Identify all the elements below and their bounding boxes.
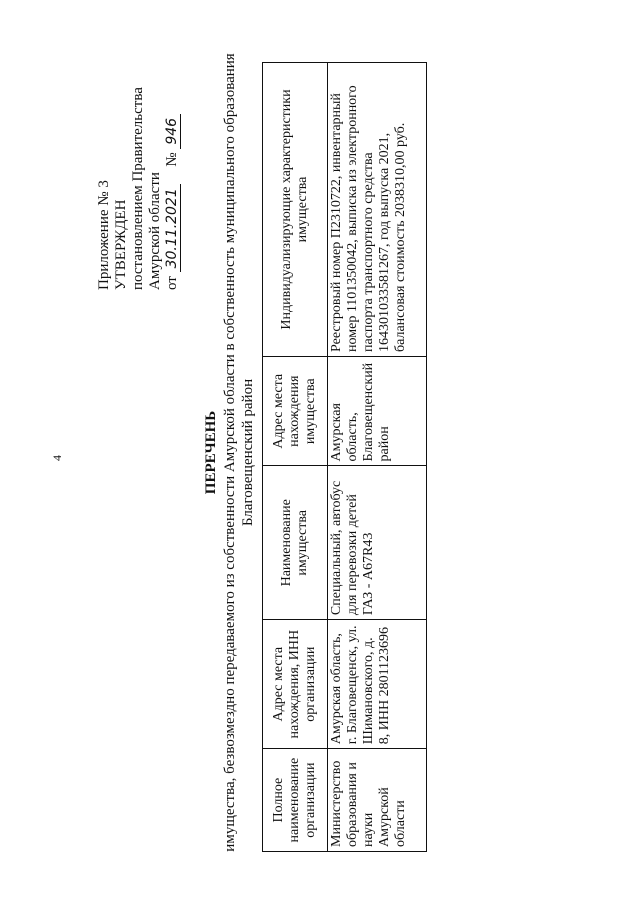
table-header-row [263, 63, 328, 852]
cell-property-name: Специальный, автобус для перевозки детей ГАЗ - А67R43 [328, 466, 427, 620]
property-table [262, 62, 427, 852]
region-label: Амурской области [147, 172, 163, 290]
number-value: 946 [164, 114, 181, 149]
number-prefix: № [164, 152, 180, 167]
resolution-label: постановлением Правительства [130, 87, 146, 290]
cell-org-name: Министерство образования и науки Амурской области [328, 749, 427, 852]
header-property-name: Наименование имущества [263, 466, 328, 620]
header-property-address: Адрес места нахождения имущества [263, 356, 328, 466]
cell-characteristics: Реестровый номер П2310722, инвентарный номер 1101350042, выписка из электронного паспорта транспортного средства 164301033581267, год выпуска 2021, балансовая стоимость 2038310,00 руб. [328, 63, 427, 357]
table-row [328, 63, 427, 852]
document-subtitle-district: Благовещенский район [240, 378, 256, 527]
cell-property-address: Амурская область, Благовещенский район [328, 356, 427, 466]
appendix-label: Приложение № 3 [96, 180, 112, 290]
document-title: ПЕРЕЧЕНЬ [203, 410, 219, 495]
header-org-name: Полное наименование организации [263, 749, 328, 852]
approved-label: УТВЕРЖДЕН [113, 199, 129, 290]
page-number: 4 [50, 455, 64, 461]
cell-org-address: Амурская область, г. Благовещенск, ул. Шимановского, д. 8, ИНН 2801123696 [328, 620, 427, 749]
date-value: 30.11.2021 [164, 184, 181, 272]
header-characteristics: Индивидуализирующие характеристики имущества [263, 63, 328, 357]
approval-block [96, 87, 181, 290]
header-org-address: Адрес места нахождения, ИНН организации [263, 620, 328, 749]
date-number-line [164, 87, 181, 290]
date-prefix: от [164, 276, 180, 290]
document-subtitle: имущества, безвозмездно передаваемого из собственности Амурской области в собственность муниципального образования [222, 53, 238, 852]
